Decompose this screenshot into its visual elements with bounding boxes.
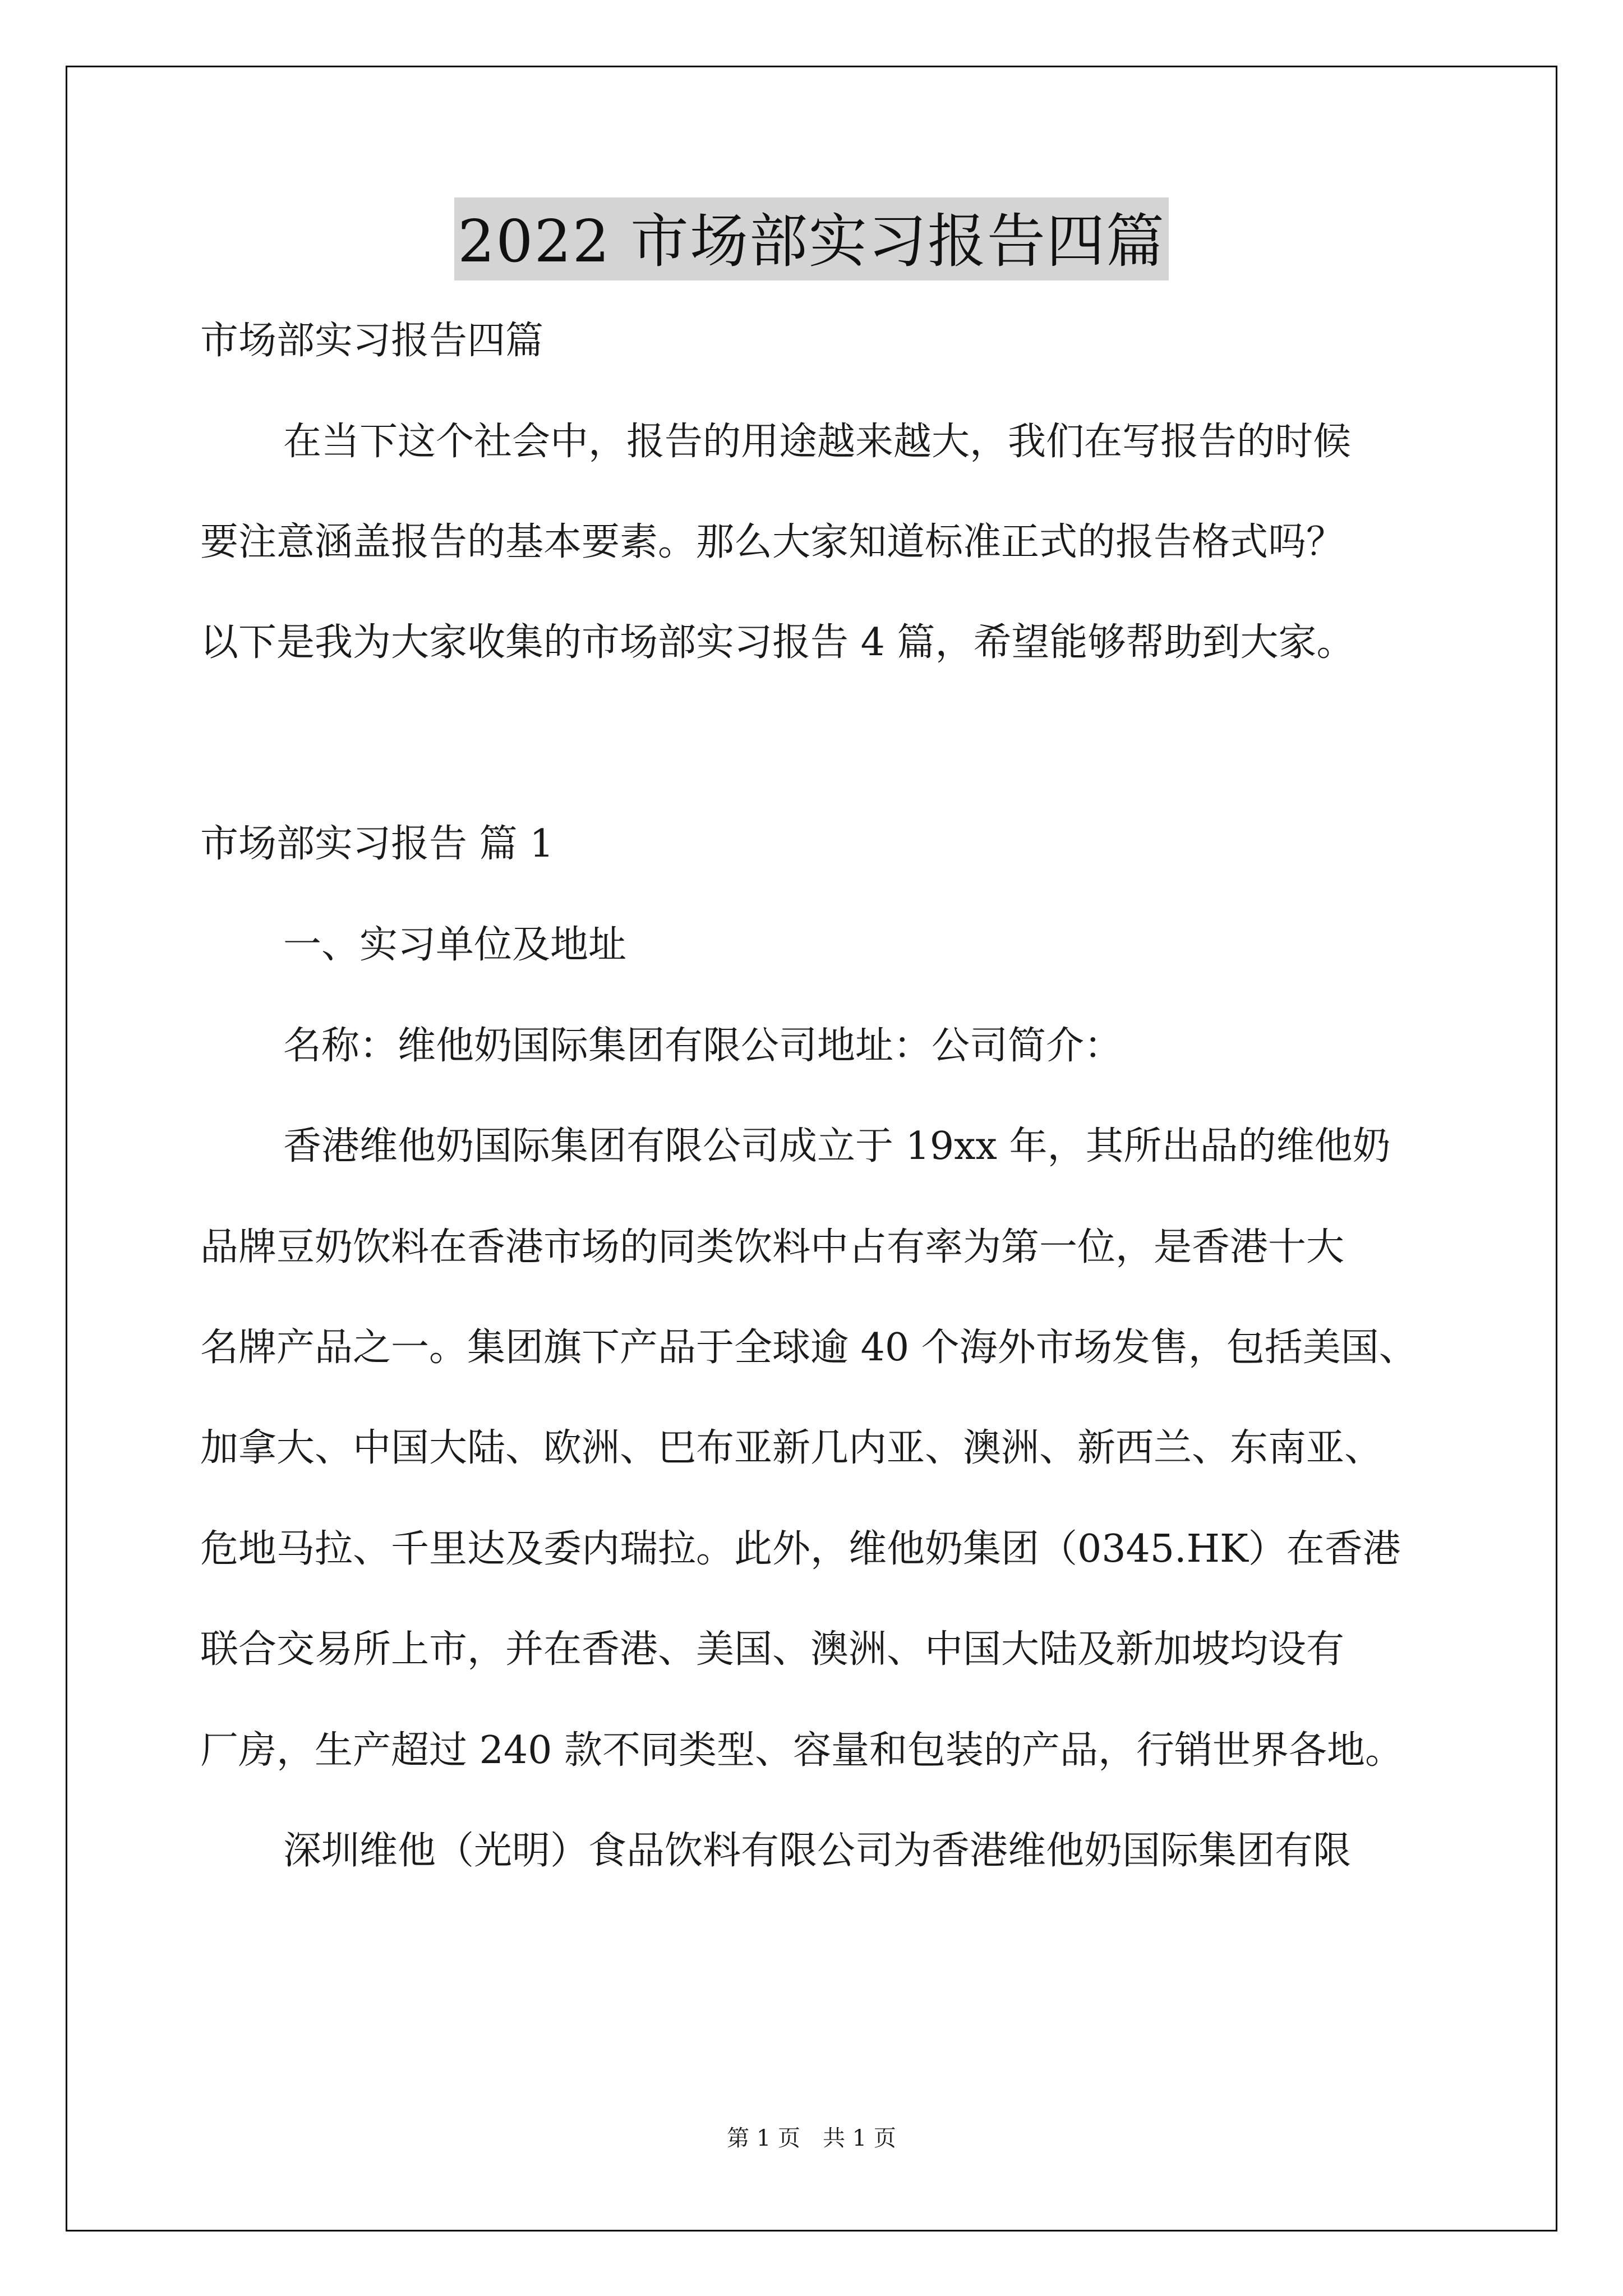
page-footer: 第 1 页 共 1 页 (727, 2125, 896, 2151)
body-line-4: 加拿大、中国大陆、欧洲、巴布亚新几内亚、澳洲、新西兰、东南亚、 (200, 1426, 1383, 1470)
body-line-6: 联合交易所上市，并在香港、美国、澳洲、中国大陆及新加坡均设有 (200, 1627, 1345, 1672)
intro-line-3: 以下是我为大家收集的市场部实习报告 4 篇，希望能够帮助到大家。 (200, 620, 1355, 665)
body-line-5: 危地马拉、千里达及委内瑞拉。此外，维他奶集团（0345.HK）在香港 (200, 1527, 1401, 1571)
intro-line-2: 要注意涵盖报告的基本要素。那么大家知道标准正式的报告格式吗？ (200, 520, 1345, 564)
subtitle-line: 市场部实习报告四篇 (200, 319, 544, 363)
body-line-7: 厂房，生产超过 240 款不同类型、容量和包装的产品，行销世界各地。 (200, 1728, 1404, 1773)
body-line-3: 名牌产品之一。集团旗下产品于全球逾 40 个海外市场发售，包括美国、 (200, 1326, 1417, 1370)
intro-line-1: 在当下这个社会中，报告的用途越来越大，我们在写报告的时候 (283, 420, 1352, 464)
body-line-1: 香港维他奶国际集团有限公司成立于 19xx 年，其所出品的维他奶 (283, 1124, 1391, 1168)
document-title: 2022 市场部实习报告四篇 (454, 197, 1169, 280)
body-line-8: 深圳维他（光明）食品饮料有限公司为香港维他奶国际集团有限 (283, 1829, 1352, 1873)
subsection-heading: 一、实习单位及地址 (283, 923, 627, 967)
body-line-2: 品牌豆奶饮料在香港市场的同类饮料中占有率为第一位，是香港十大 (200, 1225, 1345, 1269)
title-container (0, 197, 1623, 280)
company-name-line: 名称：维他奶国际集团有限公司地址：公司简介： (283, 1024, 1123, 1068)
section-heading: 市场部实习报告 篇 1 (200, 822, 554, 866)
